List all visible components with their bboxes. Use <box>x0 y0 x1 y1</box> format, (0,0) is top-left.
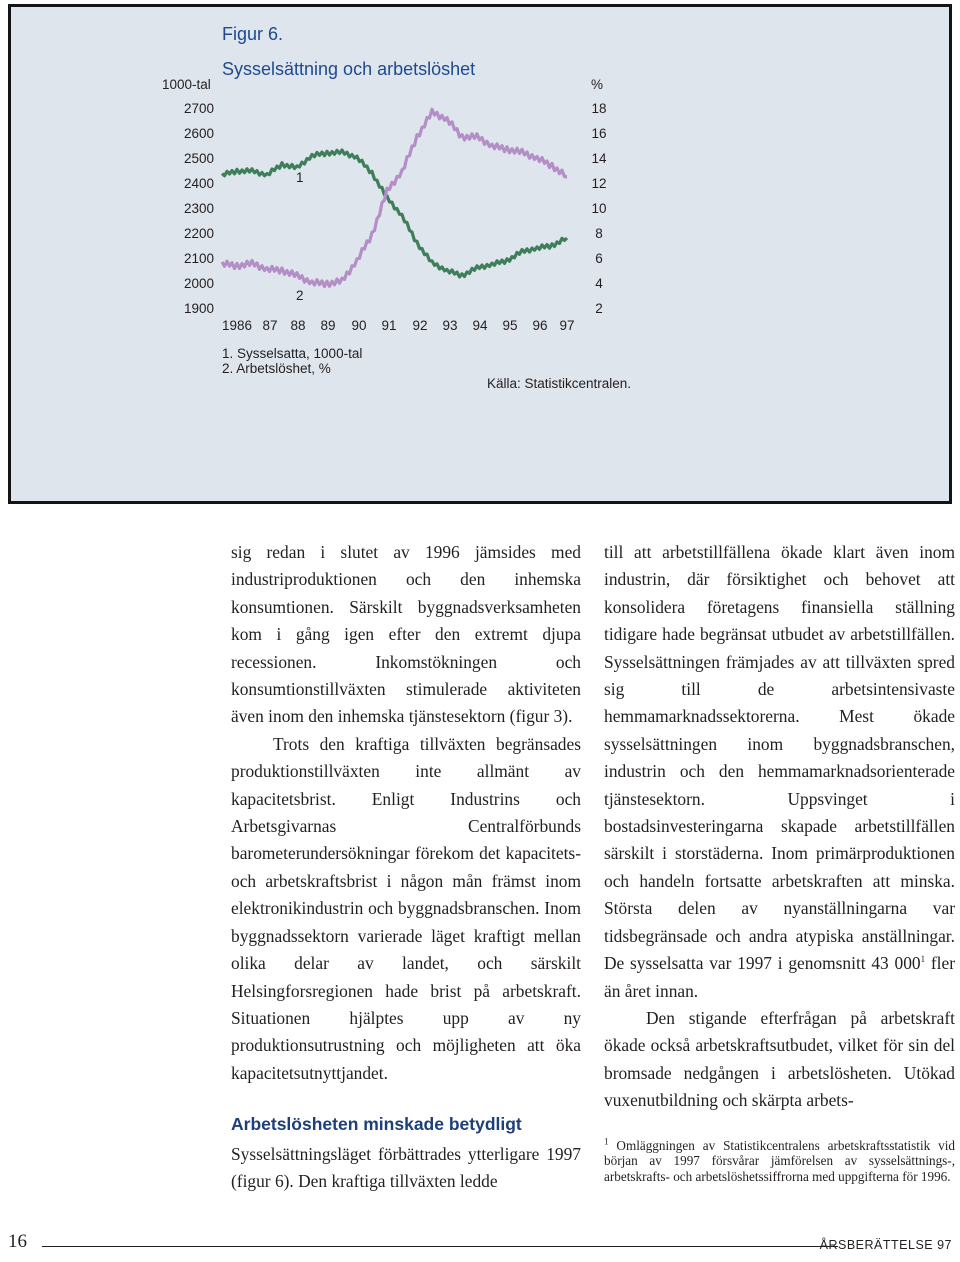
left-tick-label: 2300 <box>183 201 214 216</box>
section-heading: Arbetslösheten minskade betydligt <box>231 1114 522 1135</box>
footnote-ref: 1 <box>920 954 926 965</box>
line-unemployment <box>222 109 567 286</box>
paragraph: Den stigande efterfrågan på arbetskraft ökade också arbetskraftsutbudet, vilket för sin del bromsade nedgången i arbetslösheten. Utökad vuxenutbildning och skärpta arbets- <box>604 1007 955 1111</box>
right-text-column <box>604 539 955 1184</box>
right-tick-label: 16 <box>591 126 607 141</box>
left-tick-label: 2100 <box>183 251 214 266</box>
left-tick-label: 2500 <box>183 151 214 166</box>
left-tick-label: 2600 <box>183 126 214 141</box>
left-tick-label: 2400 <box>183 176 214 191</box>
figure-number: Figur 6. <box>222 24 284 44</box>
figure-title: Sysselsättning och arbetslöshet <box>222 59 476 79</box>
x-tick-label: 95 <box>502 318 518 333</box>
x-tick-label: 94 <box>472 318 488 333</box>
x-tick-label: 92 <box>412 318 428 333</box>
legend-employed: 1. Sysselsatta, 1000-tal <box>222 346 363 361</box>
right-tick-label: 14 <box>591 151 607 166</box>
paragraph-text: fler än året innan. <box>604 953 956 1001</box>
left-tick-label: 1900 <box>183 301 214 316</box>
x-tick-label: 89 <box>320 318 336 333</box>
x-tick-label: 88 <box>290 318 306 333</box>
footnote-text: Omläggningen av Statistikcentralens arbetskraftsstatistik vid början av 1997 försvårar jämförelsen av sysselsättnings-, arbetskrafts- och arbetslöshetssiffrorna med uppgifterna för 1996. <box>604 1137 955 1184</box>
paragraph: sig redan i slutet av 1996 jämsides med industriproduktionen och den inhemska konsumtionen. Särskilt byggnadsverksamheten kom i gång igen efter den extremt djupa recessionen. Inkomstökningen och konsumtionstillväxten stimulerade aktiviteten även inom den inhemska tjänstesektorn (figur 3). <box>231 542 581 727</box>
right-axis-unit: % <box>591 77 604 92</box>
paragraph: Trots den kraftiga tillväxten begränsades produktionstillväxten inte allmänt av kapacitetsbrist. Enligt Industrins och Arbetsgivarnas Centralförbunds barometerundersökningar förekom det kapacitets- och arbetskraftsbrist i någon mån främst inom elektronikindustrin och byggnadsbranschen. Inom byggnadssektorn varierade läget kraftigt mellan olika delar av landet, och särskilt Helsingforsregionen hade brist på arbetskraft. Situationen hjälptes upp av ny produktionsutrustning och möjligheten att öka kapacitetsutnyttjandet. <box>231 733 581 1083</box>
right-tick-label: 4 <box>595 276 603 291</box>
footer-rule <box>42 1246 838 1247</box>
x-tick-label: 96 <box>532 318 548 333</box>
footnote <box>604 1138 955 1185</box>
line-chart <box>0 0 960 520</box>
footnote-mark: 1 <box>604 1136 609 1147</box>
right-tick-label: 18 <box>591 101 607 116</box>
left-text-column <box>231 539 581 1195</box>
left-tick-label: 2000 <box>183 276 214 291</box>
series-label-employed: 1 <box>296 170 304 185</box>
publication-title: ÅRSBERÄTTELSE 97 <box>819 1238 952 1252</box>
figure-source: Källa: Statistikcentralen. <box>487 376 632 391</box>
right-tick-label: 6 <box>595 251 603 266</box>
x-tick-label: 97 <box>559 318 575 333</box>
paragraph: Sysselsättningsläget förbättrades ytterligare 1997 (figur 6). Den kraftiga tillväxten ledde <box>231 1143 581 1191</box>
paragraph <box>604 539 955 1005</box>
right-tick-label: 2 <box>595 301 603 316</box>
left-tick-label: 2200 <box>183 226 214 241</box>
left-axis-unit: 1000-tal <box>162 77 211 92</box>
series-label-unemployment: 2 <box>296 288 304 303</box>
x-tick-label: 87 <box>262 318 278 333</box>
right-tick-label: 12 <box>591 176 607 191</box>
left-tick-label: 2700 <box>183 101 214 116</box>
legend-unemployment: 2. Arbetslöshet, % <box>222 361 331 376</box>
x-tick-label: 91 <box>381 318 397 333</box>
paragraph-text: till att arbetstillfällena ökade klart även inom industrin, där försiktighet och behovet att konsolidera företagens finansiella ställning tidigare hade begränsat utbudet av arbetstillfällen. Sysselsättningen främjades av att tillväxten spred sig till de arbetsintensivaste hemmamarknadssektorerna. Mest ökade sysselsättningen inom byggnadsbranschen, industrin och den hemmamarknadsorienterade tjänstesektorn. Uppsvinget i bostadsinvesteringarna skapade arbetstillfällen särskilt i storstäderna. Inom primärproduktionen och handeln fortsatte arbetskraften att minska. Största delen av nyanställningarna var tidsbegränsade och andra atypiska anställningar. De sysselsatta var 1997 i genomsnitt 43 000 <box>604 542 955 974</box>
x-tick-label: 90 <box>351 318 367 333</box>
line-employed <box>222 150 567 277</box>
right-tick-label: 10 <box>591 201 607 216</box>
x-tick-label: 1986 <box>221 318 253 333</box>
x-tick-label: 93 <box>442 318 458 333</box>
page-number: 16 <box>8 1231 27 1252</box>
right-tick-label: 8 <box>595 226 603 241</box>
